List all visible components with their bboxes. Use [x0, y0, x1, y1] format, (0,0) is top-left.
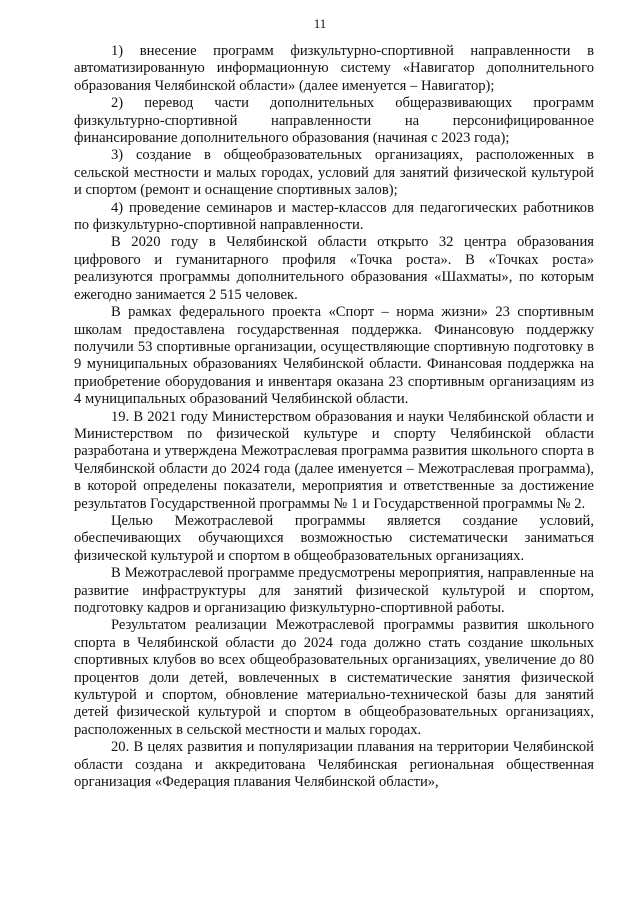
page-number: 11	[313, 16, 327, 31]
paragraph-tochka-rosta: В 2020 году в Челябинской области открыто 32 центра образования цифрового и гуманитарного профиля «Точка роста». В «Точках роста» реализуются программы дополнительного образования «Шахматы», по которым ежегодно занимается 2 515 человек.	[74, 234, 594, 303]
paragraph-program-results: Результатом реализации Межотраслевой программы развития школьного спорта в Челябинской области до 2024 года должно стать создание школьных спортивных клубов во всех общеобразовательных организациях, увеличение до 80 процентов доли детей, вовлеченных в систематические занятия физической культурой и спортом, обновление материально-технической базы для занятий детей физической культурой и спортом в общеобразовательных организациях, расположенных в сельской местности и малых городах.	[74, 617, 594, 738]
paragraph-section-19: 19. В 2021 году Министерством образования и науки Челябинской области и Министерством по физической культуре и спорту Челябинской области разработана и утверждена Межотраслевая программа развития школьного спорта в Челябинской области до 2024 года (далее именуется – Межотраслевая программа), в которой определены показатели, мероприятия и ответственные за достижение результатов Государственной программы № 1 и Государственной программы № 2.	[74, 408, 594, 512]
paragraph-item-2: 2) перевод части дополнительных общеразвивающих программ физкультурно-спортивной направленности на персонифицированное финансирование дополнительного образования (начиная с 2023 года);	[74, 95, 594, 147]
paragraph-section-20: 20. В целях развития и популяризации плавания на территории Челябинской области создана и аккредитована Челябинская региональная общественная организация «Федерация плавания Челябинской области»,	[74, 739, 594, 791]
paragraph-item-4: 4) проведение семинаров и мастер-классов для педагогических работников по физкультурно-спортивной направленности.	[74, 199, 594, 234]
paragraph-item-1: 1) внесение программ физкультурно-спортивной направленности в автоматизированную информационную систему «Навигатор дополнительного образования Челябинской области» (далее именуется – Навигатор);	[74, 43, 594, 94]
paragraph-program-measures: В Межотраслевой программе предусмотрены мероприятия, направленные на развитие инфраструктуры для занятий физической культурой и спортом, подготовку кадров и организацию физкультурно-спортивной работы.	[74, 565, 594, 616]
document-body	[74, 43, 594, 791]
paragraph-sport-norma-zhizni: В рамках федерального проекта «Спорт – норма жизни» 23 спортивным школам предоставлена государственная поддержка. Финансовую поддержку получили 53 спортивные организации, осуществляющие спортивную подготовку в 9 муниципальных образованиях Челябинской области. Финансовая поддержка на приобретение оборудования и инвентаря оказана 23 спортивным организациям из 4 муниципальных образований Челябинской области.	[74, 304, 594, 408]
paragraph-program-goal: Целью Межотраслевой программы является создание условий, обеспечивающих обучающихся возможностью систематически заниматься физической культурой и спортом в общеобразовательных организациях.	[74, 512, 594, 564]
paragraph-item-3: 3) создание в общеобразовательных организациях, расположенных в сельской местности и малых городах, условий для занятий физической культурой и спортом (ремонт и оснащение спортивных залов);	[74, 147, 594, 199]
